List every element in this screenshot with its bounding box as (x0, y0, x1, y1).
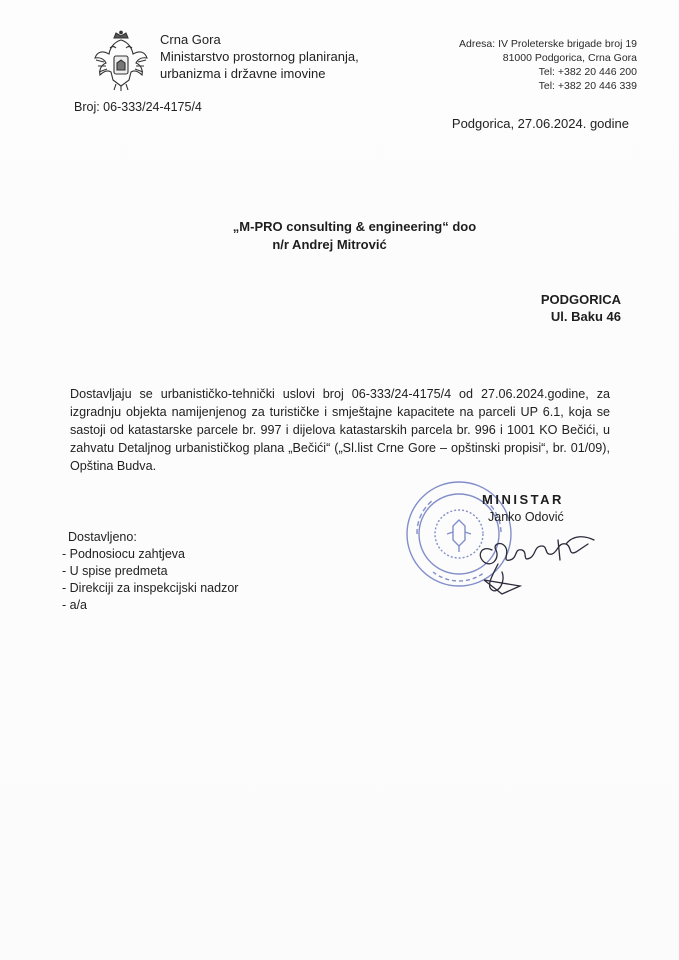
recipient-block (0, 218, 679, 254)
reference-number: Broj: 06-333/24-4175/4 (74, 100, 202, 114)
distribution-list (62, 529, 238, 614)
distribution-item: - a/a (62, 598, 88, 612)
distribution-item: - Podnosiocu zahtjeva (62, 547, 185, 561)
handwritten-signature-icon (462, 520, 602, 600)
recipient-attention: n/r Andrej Mitrović (272, 237, 387, 252)
body-paragraph: Dostavljaju se urbanističko-tehnički uslovi broj 06-333/24-4175/4 od 27.06.2024.godine, za izgradnju objekta namijenjenog za turističke i smještajne kapacitete na parceli UP 6.1, koja se sastoji od katastarske parcele br. 997 i dijelova katastarskih parcela br. 996 i 1001 KO Bečići, u zahvatu Detaljnog urbanističkog plana „Bečići“ („Sl.list Crne Gore – opštinski propisi“, br. 01/09), Opština Budva. (70, 387, 610, 473)
ministry-line: Crna Gora (160, 32, 221, 47)
phone-line: Tel: +382 20 446 200 (538, 66, 637, 78)
signatory-title: MINISTAR (482, 492, 564, 507)
address-line: 81000 Podgorica, Crna Gora (502, 52, 637, 64)
contact-block (459, 37, 637, 93)
ministry-name (160, 31, 359, 82)
coat-of-arms-icon (92, 30, 150, 92)
letter-body (70, 385, 610, 475)
distribution-heading: Dostavljeno: (68, 530, 137, 544)
address-line: Adresa: IV Proleterske brigade broj 19 (458, 38, 637, 50)
recipient-city: PODGORICA (540, 292, 621, 307)
recipient-address (541, 291, 621, 325)
document-date: Podgorica, 27.06.2024. godine (451, 116, 629, 131)
ministry-line: urbanizma i državne imovine (160, 66, 326, 81)
phone-line: Tel: +382 20 446 339 (538, 80, 637, 92)
ministry-line: Ministarstvo prostornog planiranja, (160, 49, 359, 64)
distribution-item: - Direkciji za inspekcijski nadzor (62, 581, 239, 595)
recipient-company: „M-PRO consulting & engineering“ doo (232, 219, 477, 234)
recipient-street: Ul. Baku 46 (550, 309, 621, 324)
distribution-item: - U spise predmeta (62, 564, 168, 578)
signatory-name: Janko Odović (488, 510, 564, 524)
